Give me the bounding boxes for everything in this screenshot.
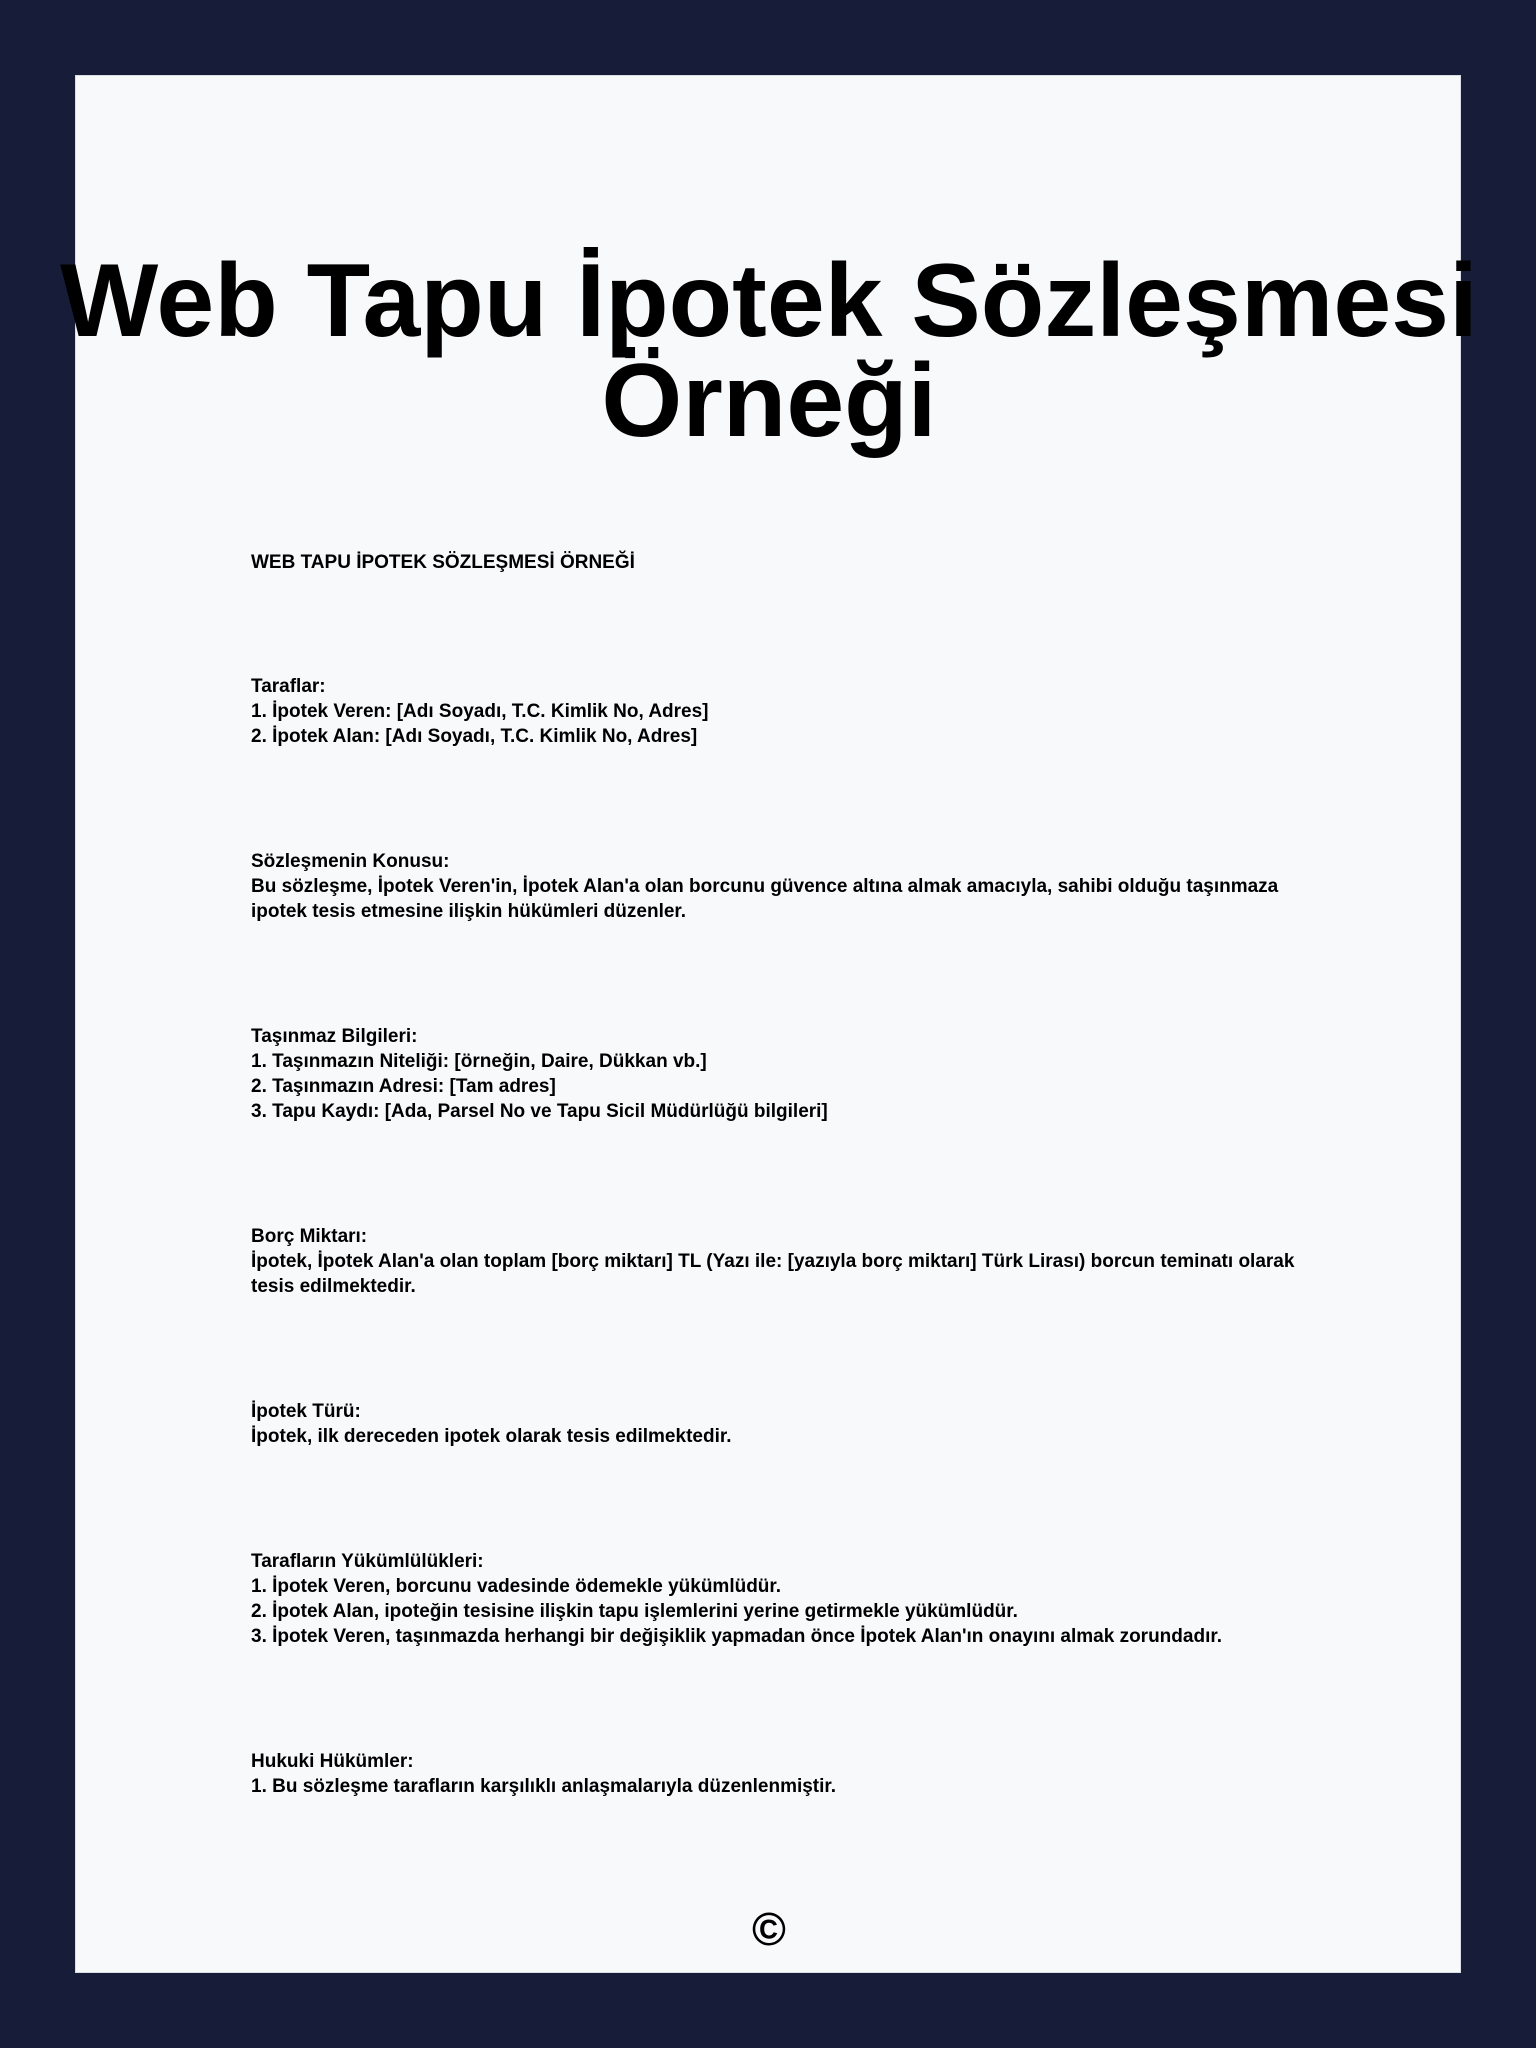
section-obligations [251,1549,1321,1649]
section-title: Sözleşmenin Konusu: [251,851,450,872]
page-title: Web Tapu İpotek Sözleşmesi Örneği [60,243,1478,459]
section-title: Taşınmaz Bilgileri: [251,1026,418,1047]
section-line: 1. İpotek Veren, borcunu vadesinde ödemekle yükümlüdür. [251,1576,782,1597]
section-line: 1. Bu sözleşme tarafların karşılıklı anlaşmalarıyla düzenlenmiştir. [251,1776,837,1797]
copyright-icon: © [752,1903,786,1955]
section-line: 1. İpotek Veren: [Adı Soyadı, T.C. Kimlik No, Adres] [251,701,709,722]
section-debt-amount [251,1224,1321,1299]
section-title: Taraflar: [251,676,326,697]
section-title: Borç Miktarı: [251,1226,368,1247]
section-subject [251,849,1321,924]
section-line: 2. İpotek Alan: [Adı Soyadı, T.C. Kimlik No, Adres] [251,726,698,747]
section-title: Tarafların Yükümlülükleri: [251,1551,484,1572]
section-line: 2. İpotek Alan, ipoteğin tesisine ilişkin tapu işlemlerini yerine getirmekle yükümlüdür. [251,1601,1018,1622]
section-property-info [251,1024,1321,1124]
section-line: 1. Taşınmazın Niteliği: [örneğin, Daire, Dükkan vb.] [251,1051,707,1072]
section-legal-provisions [251,1749,1321,1799]
section-line: 3. İpotek Veren, taşınmazda herhangi bir değişiklik yapmadan önce İpotek Alan'ın onayını almak zorundadır. [251,1626,1222,1647]
section-line: 3. Tapu Kaydı: [Ada, Parsel No ve Tapu Sicil Müdürlüğü bilgileri] [251,1101,828,1122]
section-line: İpotek, ilk dereceden ipotek olarak tesis edilmektedir. [251,1426,732,1447]
section-line: İpotek, İpotek Alan'a olan toplam [borç miktarı] TL (Yazı ile: [yazıyla borç miktarı] Türk Lirası) borcun teminatı olarak tesis edilmektedir. [251,1251,1295,1297]
section-parties [251,674,1321,749]
section-title: İpotek Türü: [251,1401,361,1422]
document-page [60,75,1478,1973]
section-title: Hukuki Hükümler: [251,1751,414,1772]
section-line: 2. Taşınmazın Adresi: [Tam adres] [251,1076,556,1097]
document-heading: WEB TAPU İPOTEK SÖZLEŞMESİ ÖRNEĞİ [251,552,635,573]
section-mortgage-type [251,1399,1321,1449]
section-line: Bu sözleşme, İpotek Veren'in, İpotek Alan'a olan borcunu güvence altına almak amacıyla, sahibi olduğu taşınmaza ipotek tesis etmesine ilişkin hükümleri düzenler. [251,876,1279,922]
document-content [251,550,1321,1899]
